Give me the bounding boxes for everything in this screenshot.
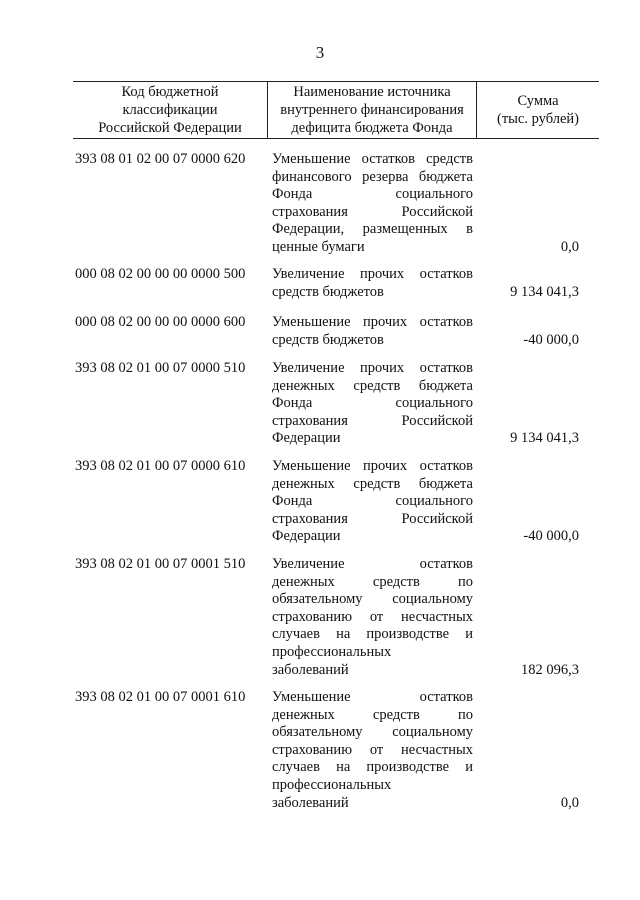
amount	[477, 151, 599, 257]
header-code-text: Код бюджетной классификации Российской Федерации	[98, 84, 242, 136]
table-row	[73, 314, 599, 349]
source-name-line: заболеваний	[272, 794, 349, 811]
budget-code: 393 08 02 01 00 07 0001 610	[75, 689, 246, 705]
source-name-line: Фонда социального	[272, 186, 473, 203]
source-name-line: профессиональных	[272, 643, 392, 660]
header-sum	[477, 82, 599, 138]
source-name-line: Увеличение прочих остатков	[272, 266, 473, 282]
source-name-line: Уменьшение остатков средств	[272, 151, 473, 167]
amount-value: 0,0	[560, 238, 579, 255]
source-name-line: ценные бумаги	[272, 238, 365, 255]
amount-value: -40 000,0	[523, 331, 579, 348]
source-name-line: Федерации	[272, 528, 341, 545]
source-name-line: Уменьшение остатков	[272, 689, 473, 705]
source-name-line: денежных средств бюджета	[272, 475, 473, 492]
source-name-line: обязательному социальному	[272, 591, 473, 608]
budget-code: 393 08 01 02 00 07 0000 620	[75, 151, 246, 167]
header-sum-text: Сумма (тыс. рублей)	[497, 93, 579, 127]
source-name-line: случаев на производстве и	[272, 626, 473, 643]
page-number: 3	[315, 43, 325, 62]
source-name	[268, 360, 477, 448]
budget-code: 000 08 02 00 00 00 0000 600	[75, 314, 246, 330]
table-row	[73, 360, 599, 448]
source-name-line: случаев на производстве и	[272, 759, 473, 776]
amount-value: -40 000,0	[523, 528, 579, 545]
source-name-line: страхования Российской	[272, 203, 473, 220]
amount	[477, 458, 599, 546]
table-row	[73, 458, 599, 546]
amount-value: 0,0	[560, 794, 579, 811]
source-name-line: заболеваний	[272, 661, 349, 678]
source-name	[268, 266, 477, 301]
amount	[477, 689, 599, 812]
source-name-line: обязательному социальному	[272, 724, 473, 741]
source-name-line: страхованию от несчастных	[272, 608, 473, 625]
source-name-line: финансового резерва бюджета	[272, 168, 473, 185]
amount	[477, 360, 599, 448]
source-name-line: средств бюджетов	[272, 283, 384, 300]
budget-code: 393 08 02 01 00 07 0001 510	[75, 556, 246, 572]
source-name	[268, 314, 477, 349]
source-name-line: Федерации	[272, 430, 341, 447]
source-name-line: денежных средств по	[272, 573, 473, 590]
header-name	[268, 82, 477, 138]
source-name-line: денежных средств бюджета	[272, 377, 473, 394]
source-name-line: страхования Российской	[272, 510, 473, 527]
amount-value: 182 096,3	[521, 661, 579, 678]
source-name	[268, 556, 477, 679]
source-name-line: Увеличение прочих остатков	[272, 360, 473, 376]
source-name-line: средств бюджетов	[272, 331, 384, 348]
source-name-line: страхования Российской	[272, 412, 473, 429]
source-name-line: страхованию от несчастных	[272, 741, 473, 758]
header-name-text: Наименование источника внутреннего финансирования дефицита бюджета Фонда	[280, 84, 464, 136]
amount	[477, 314, 599, 349]
source-name-line: Уменьшение прочих остатков	[272, 314, 473, 330]
table-row	[73, 689, 599, 812]
source-name	[268, 689, 477, 812]
source-name	[268, 151, 477, 257]
source-name	[268, 458, 477, 546]
source-name-line: Фонда социального	[272, 395, 473, 412]
header-code	[73, 82, 268, 138]
source-name-line: Федерации, размещенных в	[272, 221, 473, 238]
table-row	[73, 266, 599, 301]
budget-code: 000 08 02 00 00 00 0000 500	[75, 266, 246, 282]
source-name-line: профессиональных	[272, 776, 392, 793]
source-name-line: Фонда социального	[272, 493, 473, 510]
budget-code: 393 08 02 01 00 07 0000 610	[75, 458, 246, 474]
financing-sources-table	[73, 81, 599, 811]
amount-value: 9 134 041,3	[510, 283, 579, 300]
table-row	[73, 151, 599, 257]
table-header	[73, 81, 599, 139]
amount	[477, 266, 599, 301]
source-name-line: денежных средств по	[272, 706, 473, 723]
source-name-line: Увеличение остатков	[272, 556, 473, 572]
amount	[477, 556, 599, 679]
source-name-line: Уменьшение прочих остатков	[272, 458, 473, 474]
table-row	[73, 556, 599, 679]
budget-code: 393 08 02 01 00 07 0000 510	[75, 360, 246, 376]
amount-value: 9 134 041,3	[510, 430, 579, 447]
